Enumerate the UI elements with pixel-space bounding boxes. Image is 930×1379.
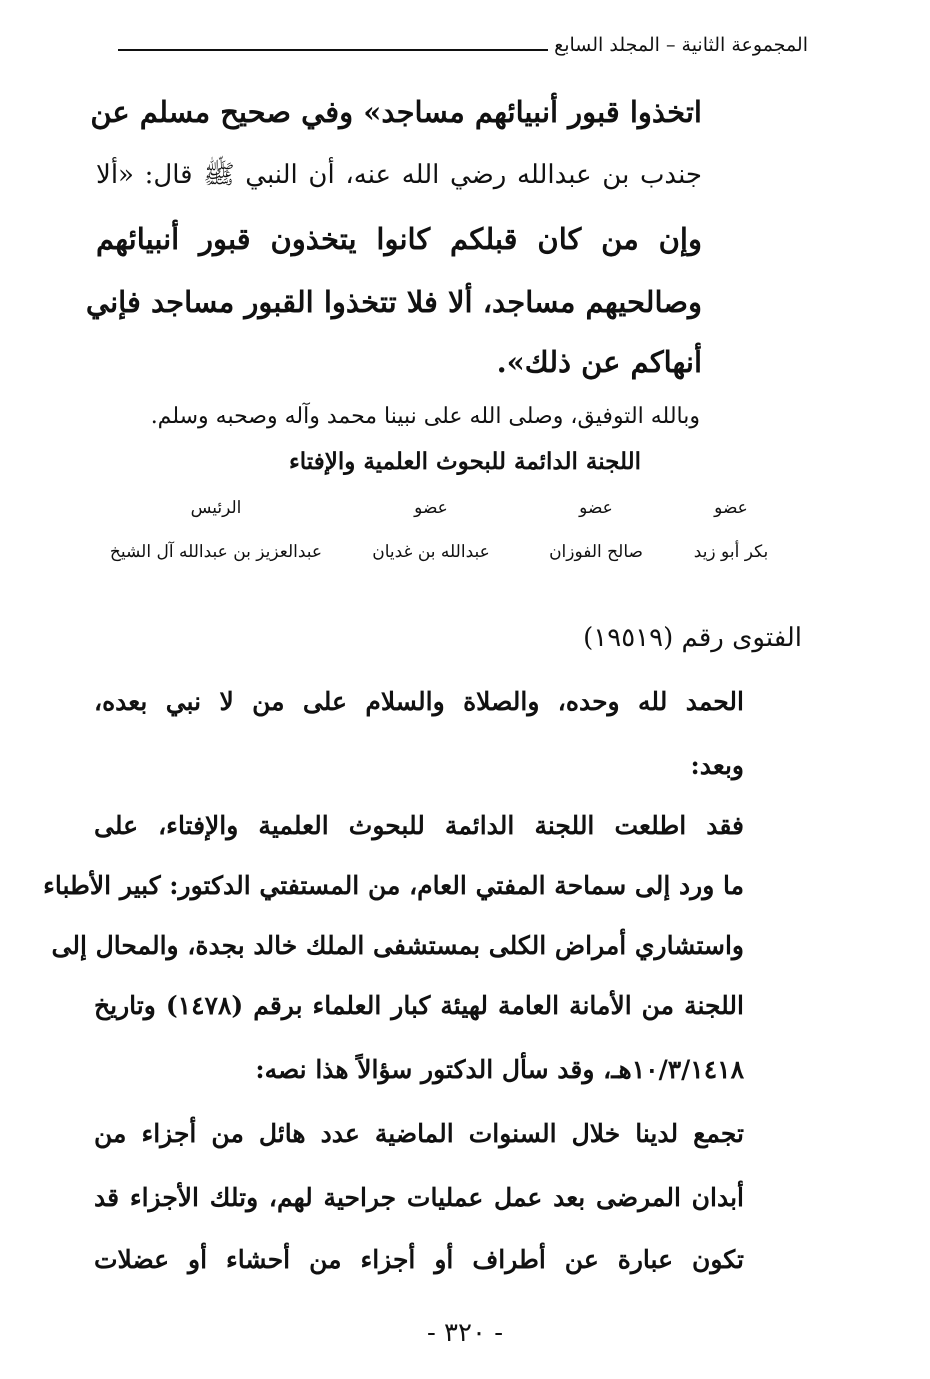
page-number: - ٣٢٠ - (426, 1318, 504, 1348)
role-chairman: الرئيس (190, 498, 242, 518)
fatwa-line-2: وبعد: (690, 751, 744, 780)
fatwa-line-5: واستشاري أمراض الكلى بمستشفى الملك خالد بجدة، والمحال إلى (51, 931, 744, 960)
quote-line-4: وصالحيهم مساجد، ألا فلا تتخذوا القبور مساجد فإني (85, 285, 702, 319)
quote-line-2: جندب بن عبدالله رضي الله عنه، أن النبي ﷺ قال: «ألا (96, 160, 702, 190)
signatory-roles (96, 496, 786, 520)
fatwa-line-9: أبدان المرضى بعد عمل عمليات جراحية لهم، وتلك الأجزاء قد (94, 1183, 744, 1212)
name-member-2: صالح الفوزان (549, 542, 643, 562)
fatwa-line-8: تجمع لدينا خلال السنوات الماضية عدد هائل من أجزاء من (94, 1119, 744, 1148)
committee-title: اللجنة الدائمة للبحوث العلمية والإفتاء (288, 448, 642, 475)
running-title: المجموعة الثانية – المجلد السابع (554, 34, 808, 56)
role-member-3: عضو (414, 498, 448, 518)
fatwa-line-10: تكون عبارة عن أطراف أو أجزاء من أحشاء أو عضلات (94, 1245, 744, 1274)
name-member-1: بكر أبو زيد (693, 542, 769, 562)
fatwa-line-7: ١٠/٣/١٤١٨هـ، وقد سأل الدكتور سؤالاً هذا نصه: (255, 1055, 744, 1084)
fatwa-line-4: ما ورد إلى سماحة المفتي العام، من المستفتي الدكتور: كبير الأطباء (43, 871, 744, 900)
fatwa-line-3: فقد اطلعت اللجنة الدائمة للبحوث العلمية والإفتاء، على (94, 811, 744, 840)
name-member-3: عبدالله بن غديان (372, 542, 490, 562)
quote-line-5: أنهاكم عن ذلك». (496, 345, 702, 379)
header-rule (118, 49, 548, 51)
fatwa-line-1: الحمد لله وحده، والصلاة والسلام على من لا نبي بعده، (94, 687, 744, 716)
quote-line-1: اتخذوا قبور أنبيائهم مساجد» وفي صحيح مسلم عن (90, 95, 702, 129)
role-member-1: عضو (714, 498, 748, 518)
name-chairman: عبدالعزيز بن عبدالله آل الشيخ (109, 542, 323, 562)
signatory-names (96, 540, 786, 564)
fatwa-line-6: اللجنة من الأمانة العامة لهيئة كبار العلماء برقم (١٤٧٨) وتاريخ (94, 991, 744, 1020)
quote-line-3: وإن من كان قبلكم كانوا يتخذون قبور أنبيائهم (96, 222, 702, 256)
fatwa-heading: الفتوى رقم (١٩٥١٩) (583, 623, 802, 653)
running-header (118, 32, 808, 58)
role-member-2: عضو (579, 498, 613, 518)
closing-line: وبالله التوفيق، وصلى الله على نبينا محمد وآله وصحبه وسلم. (150, 404, 700, 429)
